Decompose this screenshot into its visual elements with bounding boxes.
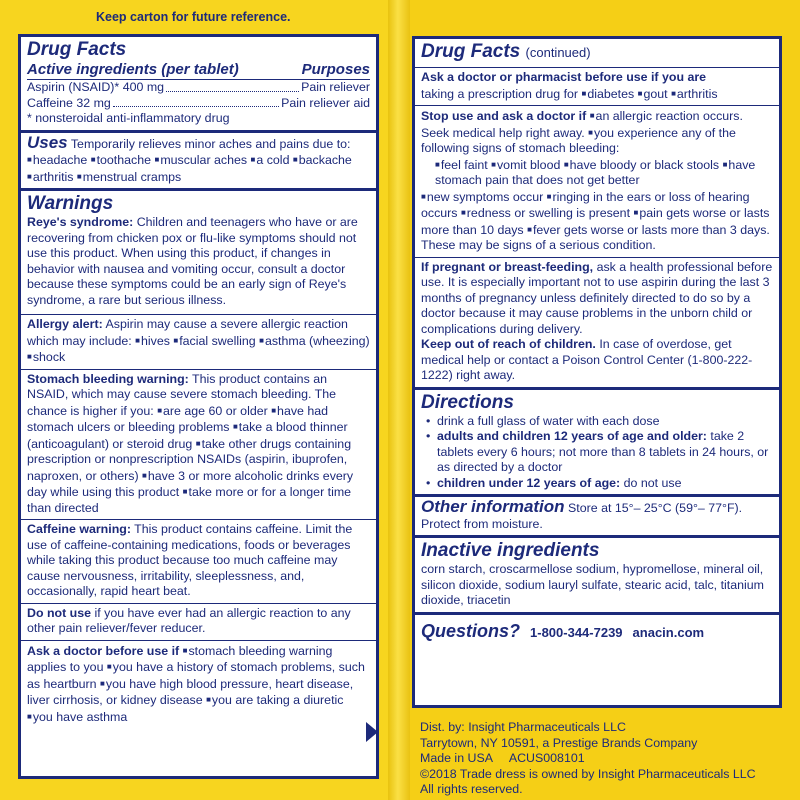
do-not-use-section xyxy=(21,604,376,641)
allergy-alert xyxy=(27,317,370,366)
ask-doctor-item: ■ you are taking a diuretic xyxy=(206,693,343,707)
drug-facts-panel-right xyxy=(412,36,782,708)
continued-header-section xyxy=(415,39,779,68)
pregnancy-section xyxy=(415,258,779,390)
pregnancy-text: ask a health professional before use. It is especially important not to use aspirin during the last 3 months of pregnancy unless definitely directed to do so by a doctor because it may cause problems in the unborn child or complications during delivery. xyxy=(421,259,773,336)
distributor-line: All rights reserved. xyxy=(420,782,523,796)
other-information-text: Store at 15°– 25°C (59°– 77°F). Protect from moisture. xyxy=(421,501,743,531)
ask-pharmacist-item: ■ arthritis xyxy=(671,87,717,101)
continue-arrow-icon xyxy=(366,722,378,742)
questions-row xyxy=(421,617,773,642)
do-not-use-heading: Do not use xyxy=(27,605,92,620)
ask-doctor-heading: Ask a doctor before use if xyxy=(27,643,180,658)
keep-out-text: In case of overdose, get medical help or contact a Poison Control Center (1-800-222-1222) right away. xyxy=(421,337,753,382)
stop-use-section xyxy=(415,106,779,258)
stomach-bleeding-signs xyxy=(421,157,773,189)
questions-phone: 1-800-344-7239 xyxy=(530,624,623,640)
stomach-item: ■ have 3 or more alcoholic drinks every day while using this product xyxy=(27,469,353,500)
uses-section xyxy=(21,133,376,192)
ask-pharmacist-heading: Ask a doctor or pharmacist before use if you are xyxy=(421,70,707,84)
other-information-section xyxy=(415,497,779,538)
stomach-bleeding-section xyxy=(21,370,376,521)
ask-doctor-item: ■ stomach bleeding warning applies to you xyxy=(27,644,332,675)
allergy-section xyxy=(21,315,376,370)
reyes-heading: Reye's syndrome: xyxy=(27,215,134,229)
drug-facts-title: Drug Facts xyxy=(27,39,127,60)
distributor-info xyxy=(420,720,756,798)
stop-sign-item: ■ vomit blood xyxy=(491,158,560,172)
allergy-text: Aspirin may cause a severe allergic reaction which may include: xyxy=(27,317,348,348)
use-item: ■ toothache xyxy=(91,153,151,167)
other-information-heading: Other information xyxy=(421,497,565,516)
ask-pharmacist-item: ■ gout xyxy=(638,87,668,101)
stop-more-item: ■ new symptoms occur xyxy=(421,190,543,204)
do-not-use-warning xyxy=(27,606,370,637)
use-item: ■ backache xyxy=(293,153,352,167)
ask-doctor-item: ■ you have a history of stomach problems, such as heartburn xyxy=(27,660,365,691)
drug-facts-title: Drug Facts xyxy=(421,41,521,62)
stop-sign-item: ■ feel faint xyxy=(435,158,488,172)
ingredient-name: Aspirin (NSAID)* 400 mg xyxy=(27,80,165,94)
pregnancy-heading: If pregnant or breast-feeding, xyxy=(421,259,594,274)
use-item: ■ muscular aches xyxy=(154,153,247,167)
caffeine-section xyxy=(21,520,376,604)
reyes-text: Children and teenagers who have or are recovering from chicken pox or flu-like symptoms should not use this product. When using this product, if changes in behavior with nausea and vomiting occur, consult a doctor because these symptoms could be an early sign of Reye's syndrome, a rare but serious illness. xyxy=(27,215,358,307)
direction-item: • drink a full glass of water with each dose xyxy=(421,414,773,430)
uses-intro: Temporarily relieves minor aches and pains due to: xyxy=(70,136,351,151)
stop-use-item: ■ you experience any of the following signs of stomach bleeding: xyxy=(421,126,736,156)
ask-pharmacist-intro: taking a prescription drug for xyxy=(421,86,579,101)
allergy-item: ■ hives xyxy=(135,334,170,348)
caffeine-heading: Caffeine warning: xyxy=(27,522,131,536)
stomach-item: ■ take a blood thinner (anticoagulant) or steroid drug xyxy=(27,420,348,451)
leader-dots xyxy=(113,96,279,108)
stomach-text: This product contains an NSAID, which may cause severe stomach bleeding. The chance is higher if you: xyxy=(27,371,336,418)
stop-more-item: ■ fever gets worse or lasts more than 3 days. xyxy=(527,223,770,237)
stomach-item: ■ take other drugs containing prescription or nonprescription NSAIDs (aspirin, ibuprofen, naproxen, or others) xyxy=(27,437,351,483)
stop-use-item: ■ an allergic reaction occurs. Seek medical help right away. xyxy=(421,109,743,140)
keep-out-of-reach xyxy=(421,337,773,384)
direction-adults-label: adults and children 12 years of age and older: xyxy=(437,429,707,443)
active-ingredients-section xyxy=(21,37,376,133)
allergy-item: ■ facial swelling xyxy=(173,334,255,348)
inactive-ingredients-text: corn starch, croscarmellose sodium, hypromellose, mineral oil, silicon dioxide, sodium lauryl sulfate, stearic acid, talc, titanium dioxide, triacetin xyxy=(421,562,764,607)
uses-heading: Uses xyxy=(27,132,68,152)
distributor-line: Dist. by: Insight Pharmaceuticals LLC xyxy=(420,720,626,734)
ask-doctor-section xyxy=(21,641,376,729)
questions-heading: Questions? xyxy=(421,620,521,641)
direction-item xyxy=(421,429,773,476)
direction-children-label: children under 12 years of age: xyxy=(437,475,621,490)
ingredient-row xyxy=(27,80,370,96)
keep-out-heading: Keep out of reach of children. xyxy=(421,337,596,351)
ask-pharmacist-item: ■ diabetes xyxy=(581,87,634,101)
allergy-item: ■ shock xyxy=(27,350,65,364)
stop-more-item: ■ ringing in the ears or loss of hearing occurs xyxy=(421,190,750,221)
ingredient-purpose: Pain reliever xyxy=(301,80,370,94)
caffeine-text: This product contains caffeine. Limit the use of caffeine-containing medications, foods or beverages while taking this product because too much caffeine may cause nervousness, irritability, sleeplessness, and, occasionally, rapid heart beat. xyxy=(27,522,353,598)
stop-use-warning xyxy=(421,108,773,157)
nsaid-footnote: * nonsteroidal anti-inflammatory drug xyxy=(27,111,230,125)
distributor-line: Tarrytown, NY 10591, a Prestige Brands Company xyxy=(420,735,698,750)
continued-label: (continued) xyxy=(525,45,591,60)
warnings-section xyxy=(21,191,376,315)
pregnancy-warning xyxy=(421,260,773,338)
reyes-syndrome-warning xyxy=(27,215,370,308)
directions-section xyxy=(415,390,779,498)
direction-children-text: do not use xyxy=(623,475,682,490)
warnings-heading: Warnings xyxy=(27,193,114,214)
do-not-use-text: if you have ever had an allergic reaction to any other pain reliever/fever reducer. xyxy=(27,605,351,635)
stomach-item: ■ have had stomach ulcers or bleeding problems xyxy=(27,404,328,435)
stomach-item: ■ take more or for a longer time than directed xyxy=(27,485,351,515)
direction-item xyxy=(421,476,773,492)
stop-more-item: ■ redness or swelling is present xyxy=(461,206,630,220)
distributor-line: ©2018 Trade dress is owned by Insight Pharmaceuticals LLC xyxy=(420,766,756,781)
carton-fold xyxy=(388,0,410,800)
active-ingredients-header xyxy=(27,61,370,80)
ingredient-purpose: Pain reliever aid xyxy=(281,95,370,110)
inactive-ingredients-section xyxy=(415,538,779,615)
use-item: ■ menstrual cramps xyxy=(77,170,181,184)
use-item: ■ arthritis xyxy=(27,170,73,184)
keep-carton-note: Keep carton for future reference. xyxy=(96,10,291,24)
ask-doctor-item: ■ you have asthma xyxy=(27,710,127,724)
stop-use-note: These may be signs of a serious condition. xyxy=(421,238,656,252)
stop-sign-item: ■ have stomach pain that does not get better xyxy=(435,158,755,188)
ingredient-name: Caffeine 32 mg xyxy=(27,95,111,110)
ask-doctor-item: ■ you have high blood pressure, heart disease, liver cirrhosis, or kidney disease xyxy=(27,677,353,708)
stomach-bleeding-warning xyxy=(27,372,370,517)
ask-doctor-warning xyxy=(27,643,370,726)
ingredient-row xyxy=(27,96,370,112)
stop-use-more xyxy=(421,189,773,239)
drug-facts-continued-title xyxy=(421,41,773,64)
use-item: ■ a cold xyxy=(251,153,290,167)
allergy-item: ■ asthma (wheezing) xyxy=(259,334,370,348)
directions-heading: Directions xyxy=(421,391,514,413)
stomach-item: ■ are age 60 or older xyxy=(157,404,268,418)
allergy-heading: Allergy alert: xyxy=(27,317,103,331)
direction-adults-text: take 2 tablets every 6 hours; not more than 8 tablets in 24 hours, or as directed by a doctor xyxy=(437,429,769,474)
active-ingredients-heading: Active ingredients (per tablet) xyxy=(27,61,239,78)
ask-pharmacist-section xyxy=(415,68,779,106)
caffeine-warning xyxy=(27,522,370,600)
drug-facts-panel-left xyxy=(18,34,379,779)
inactive-ingredients-heading: Inactive ingredients xyxy=(421,540,600,561)
questions-website: anacin.com xyxy=(632,624,705,640)
stomach-heading: Stomach bleeding warning: xyxy=(27,371,189,386)
questions-section xyxy=(415,615,779,645)
stop-more-item: ■ pain gets worse or lasts more than 10 days xyxy=(421,206,770,237)
stop-use-heading: Stop use and ask a doctor if xyxy=(421,109,587,123)
leader-dots xyxy=(166,80,299,92)
use-item: ■ headache xyxy=(27,153,87,167)
distributor-line: Made in USA ACUS008101 xyxy=(420,751,585,765)
stop-sign-item: ■ have bloody or black stools xyxy=(564,158,719,172)
purposes-heading: Purposes xyxy=(301,61,370,78)
